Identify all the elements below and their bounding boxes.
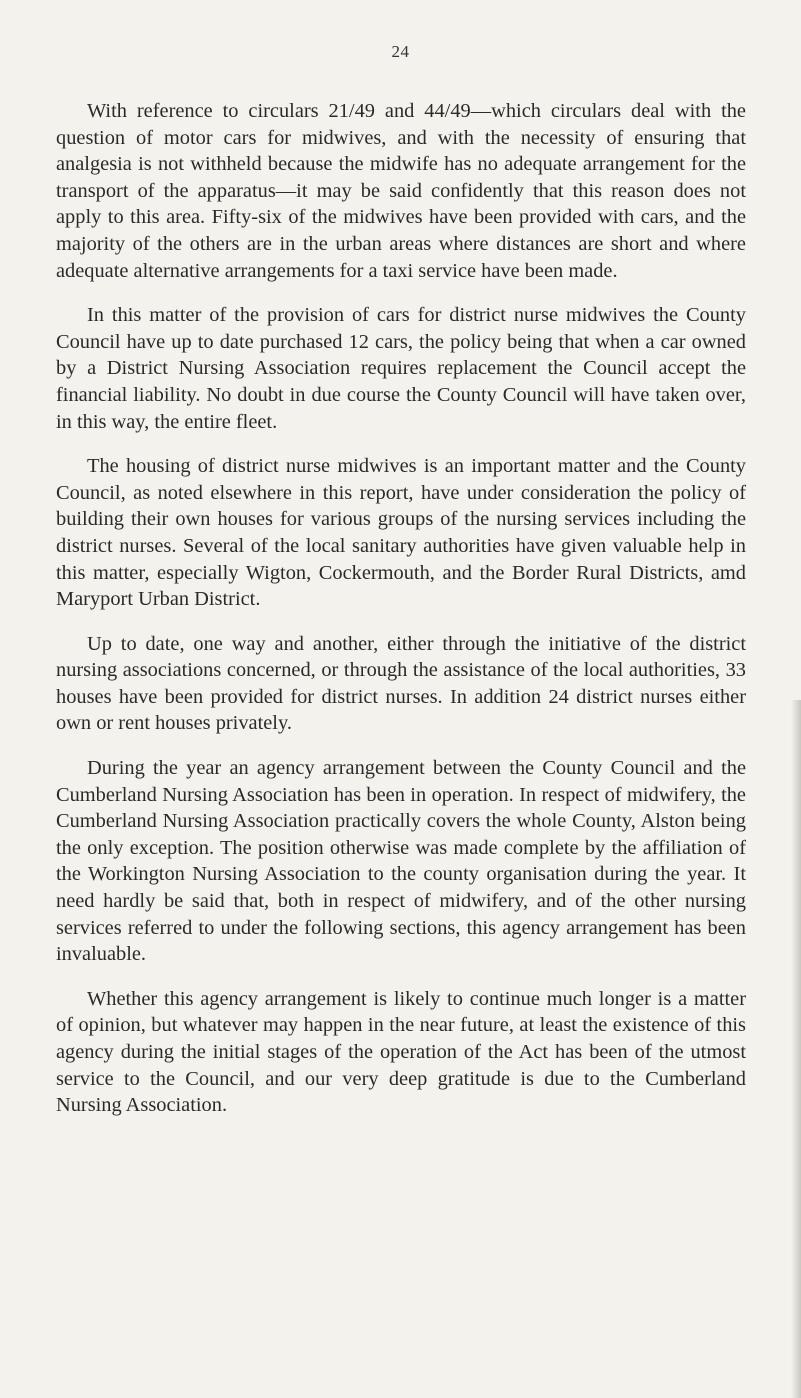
paragraph-motor-cars: With reference to circulars 21/49 and 44/49—which circulars deal with the question of motor cars for midwives, and with the necessity of ensuring that analgesia is not withheld because the midwife has no adequate arrangement for the transport of the apparatus—it may be said confidently that this reason does not apply to this area. Fifty-six of the midwives have been provided with cars, and the majority of the others are in the urban areas where distances are short and where adequate alternative arrangements for a taxi service have been made. [56, 100, 746, 282]
body-text [56, 98, 746, 1137]
page-edge-shadow [791, 700, 801, 1398]
page-number: 24 [391, 42, 410, 61]
paragraph-agency-arrangement: During the year an agency arrangement between the County Council and the Cumberland Nursing Association has been in operation. In respect of midwifery, the Cumberland Nursing Association practically covers the whole County, Alston being the only exception. The position otherwise was made complete by the affiliation of the Workington Nursing Association to the county organisation during the year. It need hardly be said that, both in respect of midwifery, and of the other nursing services referred to under the following sections, this agency arrangement has been invaluable. [56, 757, 746, 966]
paragraph-gratitude: Whether this agency arrangement is likely to continue much longer is a matter of opinion, but whatever may happen in the near future, at least the existence of this agency during the initial stages of the operation of the Act has been of the utmost service to the Council, and our very deep gratitude is due to the Cumberland Nursing Association. [56, 987, 746, 1117]
paragraph-housing: The housing of district nurse midwives is an important matter and the County Council, as noted elsewhere in this report, have under consideration the policy of building their own houses for various groups of the nursing services including the district nurses. Several of the local sanitary authorities have given valuable help in this matter, especially Wigton, Cockermouth, and the Border Rural Districts, amd Maryport Urban District. [56, 455, 746, 611]
paragraph-houses-provided: Up to date, one way and another, either through the initiative of the district nursing associations concerned, or through the assistance of the local authorities, 33 houses have been provided for district nurses. In addition 24 district nurses either own or rent houses privately. [56, 632, 746, 735]
paragraph-car-provision: In this matter of the provision of cars for district nurse midwives the County Council have up to date purchased 12 cars, the policy being that when a car owned by a District Nursing Association requires replacement the Council accept the financial liability. No doubt in due course the County Council will have taken over, in this way, the entire fleet. [56, 304, 746, 433]
